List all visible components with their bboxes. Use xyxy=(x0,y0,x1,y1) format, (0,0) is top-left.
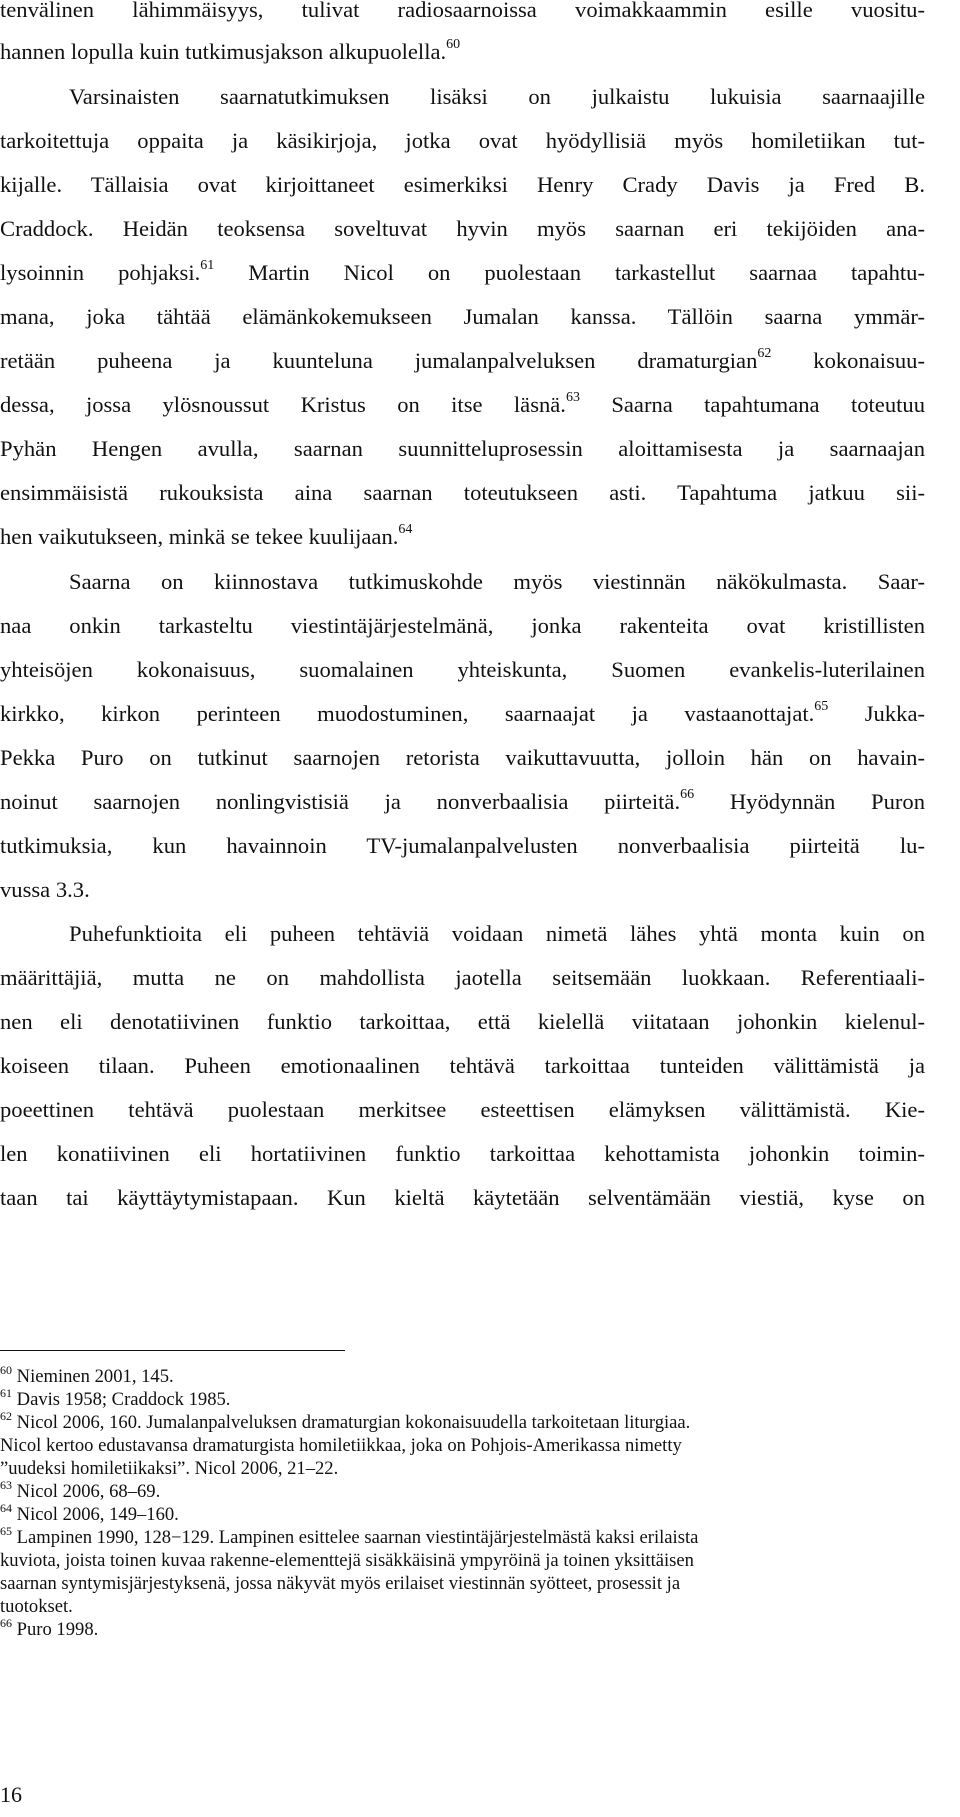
body-line: Saarna on kiinnostava tutkimuskohde myös viestinnän näkökulmasta. Saar- xyxy=(69,569,925,594)
footnote: ”uudeksi homiletiikaksi”. Nicol 2006, 21–22. xyxy=(0,1458,339,1479)
body-line: nen eli denotatiivinen funktio tarkoittaa, että kielellä viitataan johonkin kielenul- xyxy=(0,1009,925,1034)
footnote: tuotokset. xyxy=(0,1596,73,1617)
body-line: noinut saarnojen nonlingvistisiä ja nonverbaalisia piirteitä.$^{66}$ Hyödynnän Puron xyxy=(0,787,925,814)
body-line: hannen lopulla kuin tutkimusjakson alkupuolella.$^{60}$ xyxy=(0,37,461,64)
footnote-separator xyxy=(0,1350,345,1351)
footnote-ref: 60 xyxy=(446,37,461,52)
footnote-ref: 65 xyxy=(814,699,829,714)
body-line: määrittäjiä, mutta ne on mahdollista jaotella seitsemään luokkaan. Referentiaali- xyxy=(0,965,925,990)
body-line: poeettinen tehtävä puolestaan merkitsee esteettisen elämyksen välittämistä. Kie- xyxy=(0,1097,925,1122)
body-line: retään puheena ja kuunteluna jumalanpalveluksen dramaturgian$^{62}$ kokonaisuu- xyxy=(0,346,925,373)
footnote-ref: 63 xyxy=(565,390,580,405)
body-line: tarkoitettuja oppaita ja käsikirjoja, jotka ovat hyödyllisiä myös homiletiikan tut- xyxy=(0,128,925,153)
footnote-ref: 64 xyxy=(398,522,413,537)
footnote-ref: 61 xyxy=(200,258,215,273)
footnote: $^{60}$ Nieminen 2001, 145. xyxy=(0,1363,174,1387)
body-line: kirkko, kirkon perinteen muodostuminen, saarnaajat ja vastaanottajat.$^{65}$ Jukka- xyxy=(0,699,925,726)
body-line: Puhefunktioita eli puheen tehtäviä voidaan nimetä lähes yhtä monta kuin on xyxy=(69,921,925,946)
footnote: kuviota, joista toinen kuvaa rakenne-elementtejä sisäkkäisinä ympyröinä ja toinen yksittäisen xyxy=(0,1550,694,1571)
footnote: $^{63}$ Nicol 2006, 68–69. xyxy=(0,1478,161,1502)
body-line: mana, joka tähtää elämänkokemukseen Jumalan kanssa. Tällöin saarna ymmär- xyxy=(0,304,925,329)
footnote: $^{66}$ Puro 1998. xyxy=(0,1616,99,1640)
footnote: $^{65}$ Lampinen 1990, 128−129. Lampinen esittelee saarnan viestintäjärjestelmästä kaksi erilaista xyxy=(0,1524,699,1548)
body-line: Pyhän Hengen avulla, saarnan suunnitteluprosessin aloittamisesta ja saarnaajan xyxy=(0,436,925,461)
body-line: hen vaikutukseen, minkä se tekee kuulijaan.$^{64}$ xyxy=(0,522,413,549)
footnote: $^{61}$ Davis 1958; Craddock 1985. xyxy=(0,1386,231,1410)
footnote-ref: 66 xyxy=(680,787,695,802)
footnote: saarnan syntymisjärjestyksenä, jossa näkyvät myös erilaiset viestinnän syötteet, prosessit ja xyxy=(0,1573,681,1594)
body-line: dessa, jossa ylösnoussut Kristus on itse läsnä.$^{63}$ Saarna tapahtumana toteutuu xyxy=(0,390,925,417)
body-line: kijalle. Tällaisia ovat kirjoittaneet esimerkiksi Henry Crady Davis ja Fred B. xyxy=(0,172,925,197)
body-line: Varsinaisten saarnatutkimuksen lisäksi on julkaistu lukuisia saarnaajille xyxy=(69,84,925,109)
body-line: len konatiivinen eli hortatiivinen funktio tarkoittaa kehottamista johonkin toimin- xyxy=(0,1141,925,1166)
body-line: taan tai käyttäytymistapaan. Kun kieltä käytetään selventämään viestiä, kyse on xyxy=(0,1185,925,1210)
body-line: Pekka Puro on tutkinut saarnojen retorista vaikuttavuutta, jolloin hän on havain- xyxy=(0,745,925,770)
footnote: Nicol kertoo edustavansa dramaturgista homiletiikkaa, joka on Pohjois-Amerikassa nimetty xyxy=(0,1435,682,1456)
body-line: tenvälinen lähimmäisyys, tulivat radiosaarnoissa voimakkaammin esille vuositu- xyxy=(0,0,925,22)
body-line: yhteisöjen kokonaisuus, suomalainen yhteiskunta, Suomen evankelis-luterilainen xyxy=(0,657,925,682)
body-line: tutkimuksia, kun havainnoin TV-jumalanpalvelusten nonverbaalisia piirteitä lu- xyxy=(0,833,925,858)
page-number: 16 xyxy=(0,1782,22,1807)
footnote: $^{64}$ Nicol 2006, 149–160. xyxy=(0,1501,179,1525)
body-line: koiseen tilaan. Puheen emotionaalinen tehtävä tarkoittaa tunteiden välittämistä ja xyxy=(0,1053,925,1078)
body-line: naa onkin tarkasteltu viestintäjärjestelmänä, jonka rakenteita ovat kristillisten xyxy=(0,613,925,638)
body-line: lysoinnin pohjaksi.$^{61}$ Martin Nicol on puolestaan tarkastellut saarnaa tapahtu- xyxy=(0,258,926,285)
body-line: ensimmäisistä rukouksista aina saarnan toteutukseen asti. Tapahtuma jatkuu sii- xyxy=(0,480,925,505)
footnote: $^{62}$ Nicol 2006, 160. Jumalanpalveluksen dramaturgian kokonaisuudella tarkoitetaan liturgiaa. xyxy=(0,1409,691,1433)
body-line: Craddock. Heidän teoksensa soveltuvat hyvin myös saarnan eri tekijöiden ana- xyxy=(0,216,925,241)
body-line: vussa 3.3. xyxy=(0,877,90,902)
footnote-ref: 62 xyxy=(757,346,772,361)
